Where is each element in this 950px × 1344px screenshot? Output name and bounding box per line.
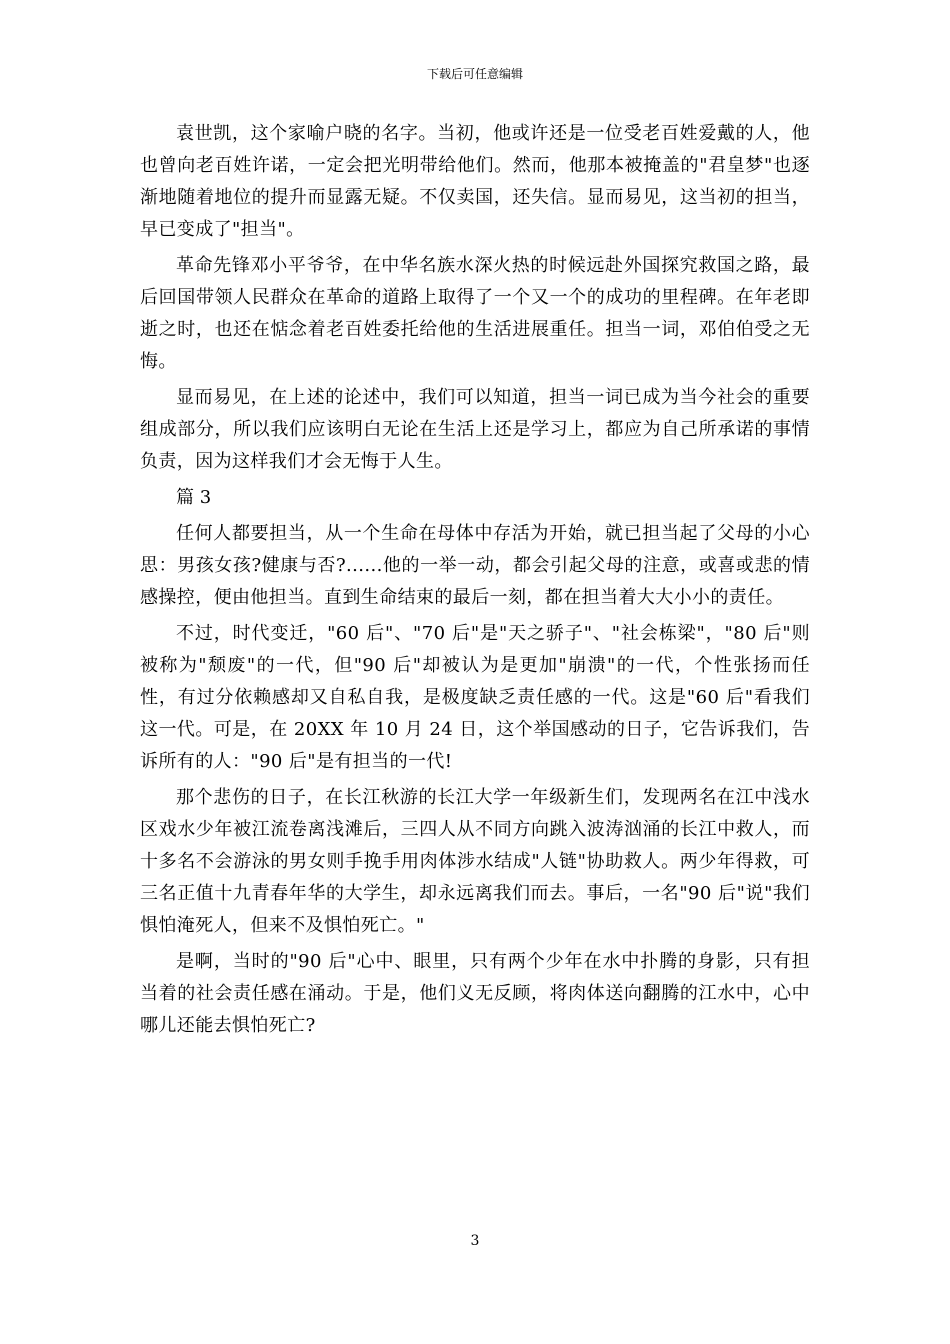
document-body <box>140 118 810 1046</box>
section-heading: 篇 3 <box>176 487 212 508</box>
paragraph-deng-xiaoping: 革命先锋邓小平爷爷，在中华名族水深火热的时候远赴外国探究救国之路，最后回国带领人民群众在革命的道路上取得了一个又一个的成功的里程碑。在年老即逝之时，也还在惦念着老百姓委托给他的生活进展重任。担当一词，邓伯伯受之无悔。 <box>140 255 810 372</box>
paragraph-generations: 不过，时代变迁，"60 后"、"70 后"是"天之骄子"、"社会栋梁"，"80 后"则被称为"颓废"的一代，但"90 后"却被认为是更加"崩溃"的一代，个性张扬而任性，有过分依赖感却又自私自我，是极度缺乏责任感的一代。这是"60 后"看我们这一代。可是，在 20XX 年 10 月 24 日，这个举国感动的日子，它告诉我们，告诉所有的人："90 后"是有担当的一代! <box>140 623 810 772</box>
page-number: 3 <box>470 1233 480 1249</box>
paragraph-reflection: 是啊，当时的"90 后"心中、眼里，只有两个少年在水中扑腾的身影，只有担当着的社会责任感在涌动。于是，他们义无反顾，将肉体送向翻腾的江水中，心中哪儿还能去惧怕死亡? <box>140 951 810 1036</box>
paragraph-yuan-shikai: 袁世凯，这个家喻户晓的名字。当初，他或许还是一位受老百姓爱戴的人，他也曾向老百姓许诺，一定会把光明带给他们。然而，他那本被掩盖的"君皇梦"也逐渐地随着地位的提升而显露无疑。不仅卖国，还失信。显而易见，这当初的担当，早已变成了"担当"。 <box>140 123 810 240</box>
page-header: 下载后可任意编辑 <box>426 67 523 81</box>
paragraph-everyone-responsible: 任何人都要担当，从一个生命在母体中存活为开始，就已担当起了父母的小心思：男孩女孩?健康与否?......他的一举一动，都会引起父母的注意，或喜或悲的情感操控，便由他担当。直到生命结束的最后一刻，都在担当着大大小小的责任。 <box>140 523 810 608</box>
paragraph-conclusion: 显而易见，在上述的论述中，我们可以知道，担当一词已成为当今社会的重要组成部分，所以我们应该明白无论在生活上还是学习上，都应为自己所承诺的事情负责，因为这样我们才会无悔于人生。 <box>140 387 810 472</box>
paragraph-rescue-story: 那个悲伤的日子，在长江秋游的长江大学一年级新生们，发现两名在江中浅水区戏水少年被江流卷离浅滩后，三四人从不同方向跳入波涛汹涌的长江中救人，而十多名不会游泳的男女则手挽手用肉体涉水结成"人链"协助救人。两少年得救，可三名正值十九青春年华的大学生，却永远离我们而去。事后，一名"90 后"说"我们惧怕淹死人，但来不及惧怕死亡。" <box>140 787 810 936</box>
